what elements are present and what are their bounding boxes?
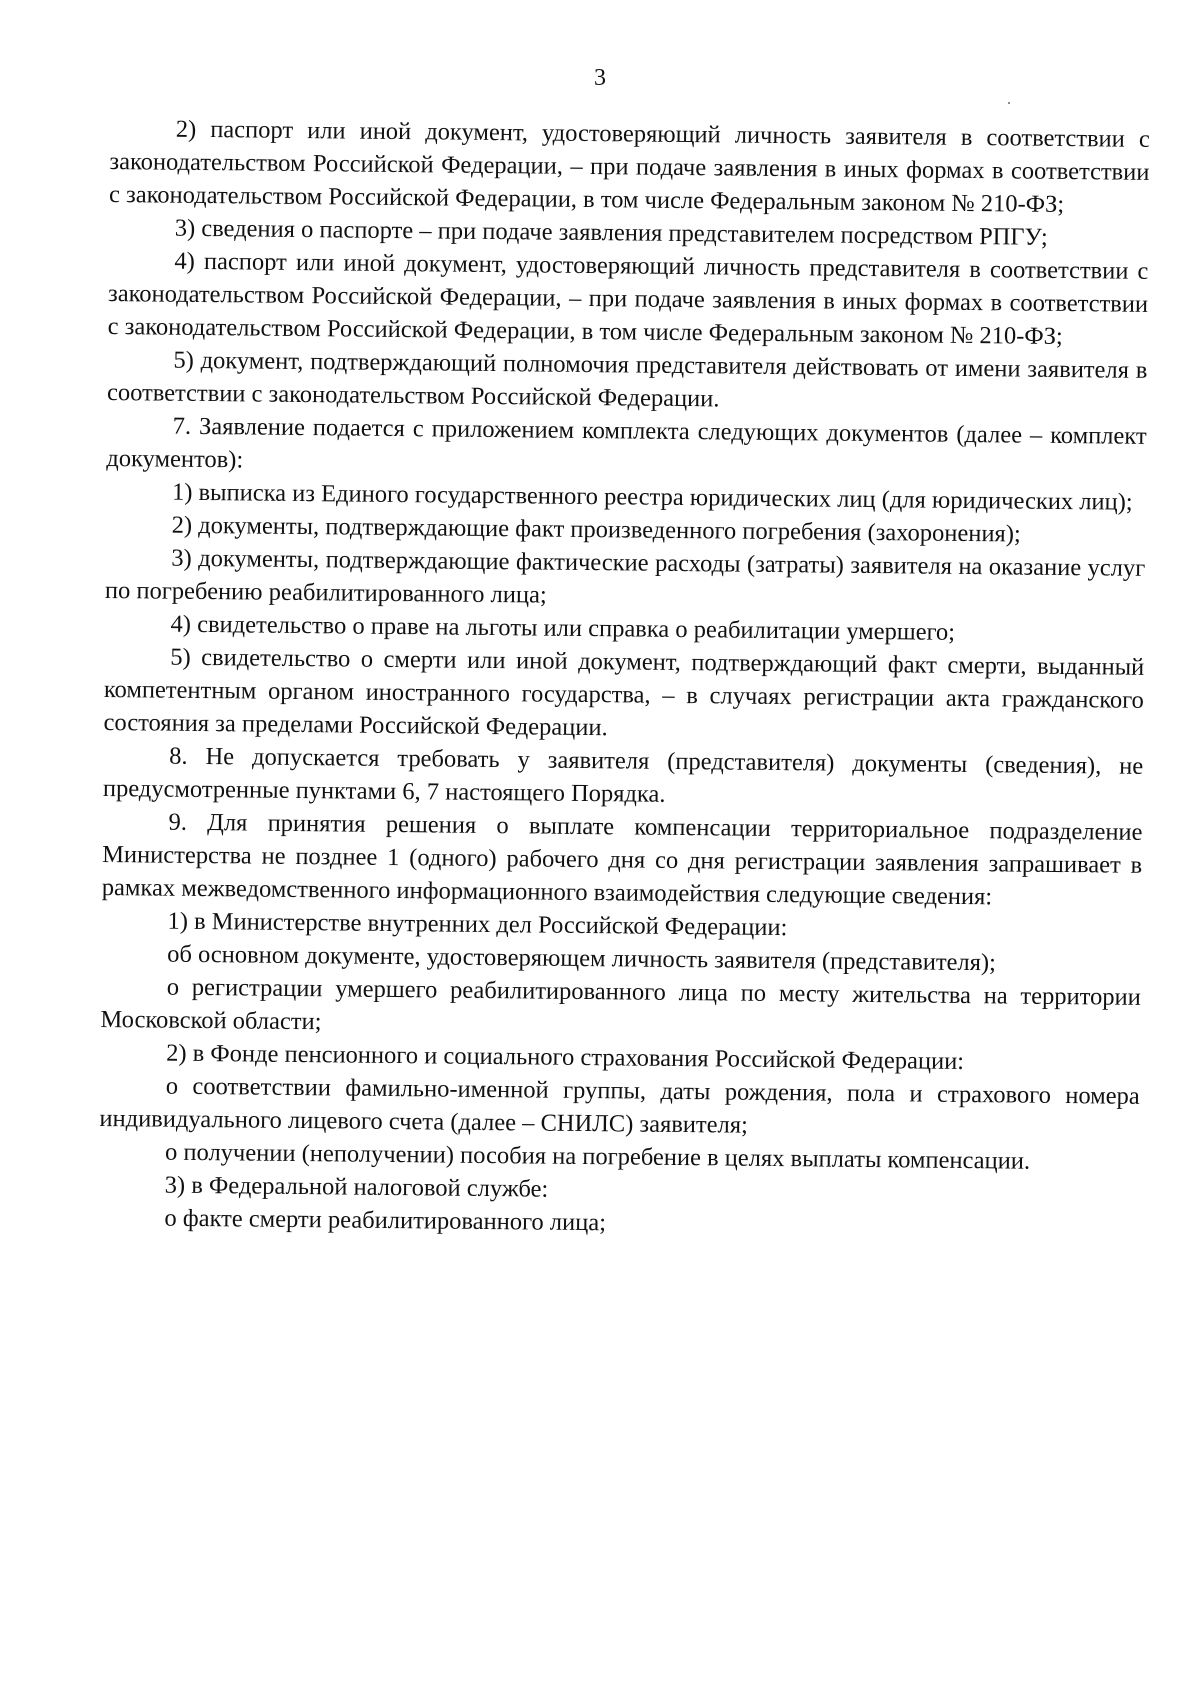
paragraph: 9. Для принятия решения о выплате компенсации территориальное подразделение Министерства не позднее 1 (одного) рабочего дня со дня регистрации заявления запрашивает в рамках межведомственного информационного взаимодействия следующие сведения: (101, 808, 1143, 911)
paragraph: 4) свидетельство о праве на льготы или справка о реабилитации умершего; (170, 610, 956, 646)
scan-speck (1008, 102, 1010, 104)
paragraph: 3) документы, подтверждающие фактические расходы (затраты) заявителя на оказание услуг по погребению реабилитированного лица; (104, 544, 1146, 609)
paragraph: 1) в Министерстве внутренних дел Российской Федерации: (167, 907, 788, 942)
paragraph: 1) выписка из Единого государственного реестра юридических лиц (для юридических лиц); (171, 478, 1133, 516)
paragraph: 3) в Федеральной налоговой службе: (164, 1171, 549, 1203)
paragraph: о получении (неполучении) пособия на погребение в целях выплаты компенсации. (164, 1138, 1031, 1175)
paragraph: 8. Не допускается требовать у заявителя (представителя) документы (сведения), не предусмотренные пунктами 6, 7 настоящего Порядка. (102, 742, 1144, 808)
paragraph: 2) в Фонде пенсионного и социального страхования Российской Федерации: (166, 1039, 965, 1075)
paragraph: 7. Заявление подается с приложением комплекта следующих документов (далее – комплект документов): (106, 412, 1147, 474)
paragraph: о регистрации умершего реабилитированного лица по месту жительства на территории Московской области; (100, 973, 1141, 1036)
paragraph: 5) документ, подтверждающий полномочия представителя действовать от имени заявителя в соответствии с законодательством Российской Федерации. (106, 346, 1148, 413)
document-body (98, 112, 1150, 1245)
paragraph: 4) паспорт или иной документ, удостоверяющий личность представителя в соответствии с законодательством Российской Федерации, – при подаче заявления в иных формах в соответствии с законодательством Российской Федерации, в том числе Федеральным законом № 210-ФЗ; (107, 247, 1149, 350)
paragraph: об основном документе, удостоверяющем личность заявителя (представителя); (167, 940, 997, 977)
paragraph: о соответствии фамильно-именной группы, даты рождения, пола и страхового номера индивидуального лицевого счета (далее – СНИЛС) заявителя; (99, 1072, 1140, 1139)
paragraph: 2) паспорт или иной документ, удостоверяющий личность заявителя в соответствии с законодательством Российской Федерации, – при подаче заявления в иных формах в соответствии с законодательством Российской Федерации, в том числе Федеральным законом № 210-ФЗ; (108, 115, 1150, 218)
paragraph: о факте смерти реабилитированного лица; (164, 1204, 607, 1237)
page-number: 3 (594, 65, 606, 91)
paragraph: 2) документы, подтверждающие факт произведенного погребения (захоронения); (171, 511, 1021, 548)
paragraph: 3) сведения о паспорте – при подаче заявления представителем посредством РПГУ; (174, 214, 1048, 251)
paragraph: 5) свидетельство о смерти или иной документ, подтверждающий факт смерти, выданный компетентным органом иностранного государства, – в случаях регистрации акта гражданского состояния за пределами Российской Федерации. (103, 643, 1145, 742)
